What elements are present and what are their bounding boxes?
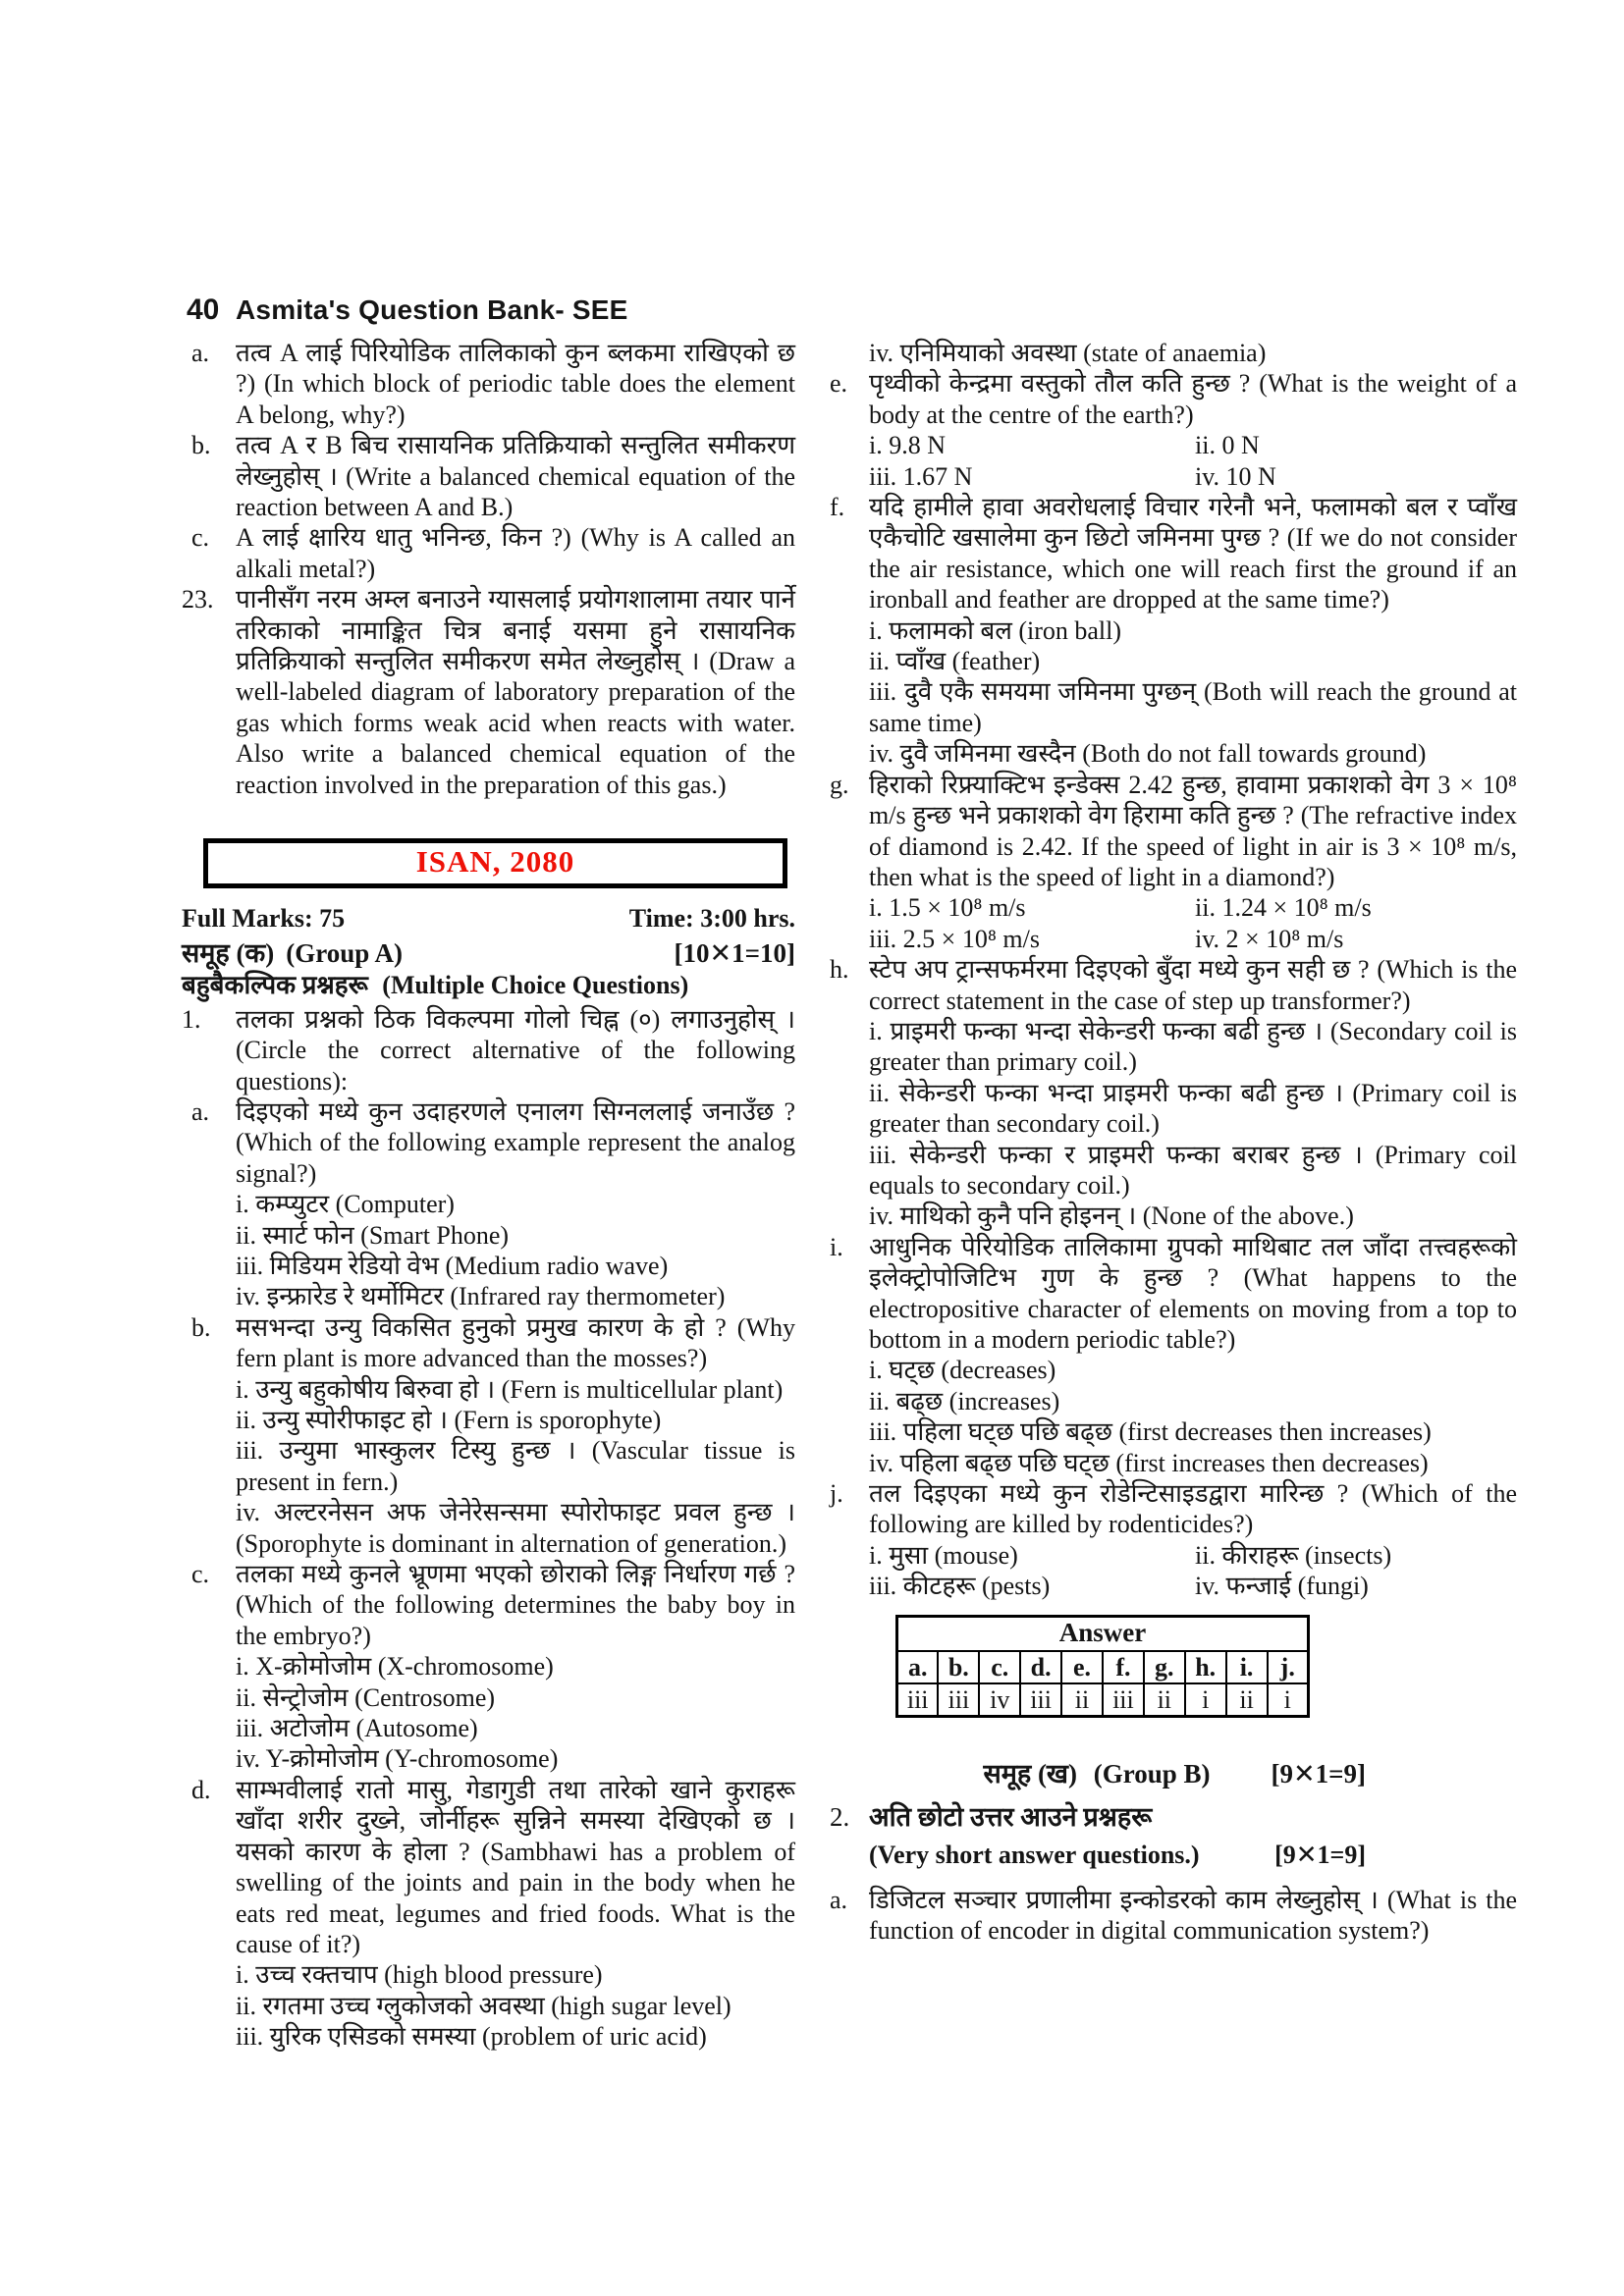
option-item: ii. 1.24 × 10⁸ m/s bbox=[1195, 893, 1372, 923]
question-label: a. bbox=[191, 1096, 210, 1126]
mcq-heading bbox=[182, 970, 795, 1000]
option-item: i. X-क्रोमोजोम (X-chromosome) bbox=[236, 1652, 554, 1682]
question-block bbox=[182, 1312, 795, 1559]
group-b-title-english: (Group B) bbox=[1093, 1759, 1211, 1789]
option-item: iv. 2 × 10⁸ m/s bbox=[1195, 924, 1344, 953]
answer-value: ii bbox=[1061, 1683, 1103, 1717]
question-body bbox=[869, 1478, 1517, 1602]
option-item: ii. रगतमा उच्च ग्लुकोजको अवस्था (high sugar level) bbox=[236, 1991, 731, 2020]
book-title: Asmita's Question Bank- SEE bbox=[236, 294, 628, 325]
question-body bbox=[236, 338, 795, 430]
question-block bbox=[828, 368, 1517, 492]
option-item: iv. पहिला बढ्छ पछि घट्छ (first increases then decreases) bbox=[869, 1448, 1429, 1477]
right-column bbox=[828, 338, 1517, 1947]
option-item: iv. अल्टरनेसन अफ जेनेरेसन्समा स्पोरोफाइट प्रवल हुन्छ । (Sporophyte is dominant in alternation of generation.) bbox=[236, 1498, 795, 1558]
question-text: तलका मध्ये कुनले भ्रूणमा भएको छोराको लिङ्ग निर्धारण गर्छ ? (Which of the following determines the baby boy in the embryo?) bbox=[236, 1560, 795, 1650]
question-2-title-nepali: अति छोटो उत्तर आउने प्रश्नहरू bbox=[869, 1801, 1153, 1832]
question-list-bottom bbox=[828, 1885, 1517, 1947]
option-item: iii. अटोजोम (Autosome) bbox=[236, 1714, 478, 1743]
question-block bbox=[828, 1232, 1517, 1478]
answer-column-label: f. bbox=[1103, 1651, 1144, 1683]
exam-banner bbox=[204, 839, 786, 886]
question-block bbox=[828, 338, 1517, 368]
question-body bbox=[869, 1232, 1517, 1478]
question-label: c. bbox=[191, 523, 210, 553]
answer-value: i bbox=[1185, 1683, 1226, 1717]
answer-table-header-row bbox=[897, 1616, 1309, 1651]
answer-table-label-row bbox=[897, 1651, 1309, 1683]
option-grid bbox=[869, 892, 1517, 954]
option-item: ii. प्वाँख (feather) bbox=[869, 647, 1041, 676]
question-list-top bbox=[182, 338, 795, 800]
question-text: तल दिइएका मध्ये कुन रोडेन्टिसाइडद्वारा मारिन्छ ? (Which of the following are killed by rodenticides?) bbox=[869, 1479, 1517, 1539]
answer-column-label: a. bbox=[897, 1651, 939, 1683]
group-a-heading bbox=[182, 938, 795, 969]
question-block bbox=[182, 338, 795, 430]
question-text: पानीसँग नरम अम्ल बनाउने ग्यासलाई प्रयोगशालामा तयार पार्ने तरिकाको नामाङ्कित चित्र बनाई यसमा हुने रासायनिक प्रतिक्रियाको सन्तुलित समीकरण समेत लेख्नुहोस् । (Draw a well-labeled diagram of laboratory preparation of the gas which forms weak acid when reacts with water. Also write a balanced chemical equation of the reaction involved in the preparation of this gas.) bbox=[236, 585, 795, 799]
answer-column-label: g. bbox=[1144, 1651, 1185, 1683]
question-text: साम्भवीलाई रातो मासु, गेडागुडी तथा तारेको खाने कुराहरू खाँदा शरीर दुख्ने, जोर्नीहरू सुन्निने समस्या देखिएको छ । यसको कारण के होला ? (Sambhawi has a problem of swelling of the joints and pain in the body when he eats red meat, legumes and fried foods. What is the cause of it?) bbox=[236, 1775, 795, 1958]
option-item: ii. सेन्ट्रोजोम (Centrosome) bbox=[236, 1682, 496, 1712]
answer-value: iii bbox=[897, 1683, 939, 1717]
question-label: b. bbox=[191, 1312, 211, 1342]
question-body bbox=[236, 584, 795, 800]
question-block bbox=[828, 954, 1517, 1232]
question-text: पृथ्वीको केन्द्रमा वस्तुको तौल कति हुन्छ ? (What is the weight of a body at the centre of the earth?) bbox=[869, 369, 1517, 429]
option-item: ii. सेकेन्डरी फन्का भन्दा प्राइमरी फन्का बढी हुन्छ । (Primary coil is greater than secondary coil.) bbox=[869, 1078, 1517, 1139]
option-item: i. घट्छ (decreases) bbox=[869, 1356, 1056, 1385]
question-text: A लाई क्षारिय धातु भनिन्छ, किन ?) (Why is A called an alkali metal?) bbox=[236, 523, 795, 583]
question-block bbox=[828, 770, 1517, 954]
question-body bbox=[869, 770, 1517, 954]
question-text: डिजिटल सञ्चार प्रणालीमा इन्कोडरको काम लेख्नुहोस् । (What is the function of encoder in digital communication system?) bbox=[869, 1885, 1517, 1946]
question-body bbox=[236, 1004, 795, 1096]
question-text: तत्व A लाई पिरियोडिक तालिकाको कुन ब्लकमा राखिएको छ ?) (In which block of periodic table does the element A belong, why?) bbox=[236, 339, 795, 429]
option-item: iii. सेकेन्डरी फन्का र प्राइमरी फन्का बराबर हुन्छ । (Primary coil equals to secondary coil.) bbox=[869, 1140, 1517, 1200]
question-body bbox=[869, 338, 1517, 368]
option-item: i. फलामको बल (iron ball) bbox=[869, 615, 1122, 645]
answer-table-value-row bbox=[897, 1683, 1309, 1717]
question-list-right bbox=[828, 338, 1517, 1602]
answer-value: ii bbox=[1144, 1683, 1185, 1717]
answer-column-label: j. bbox=[1268, 1651, 1309, 1683]
answer-value: iii bbox=[938, 1683, 979, 1717]
answer-table-title: Answer bbox=[897, 1616, 1309, 1651]
left-column bbox=[182, 338, 795, 2053]
option-item: ii. स्मार्ट फोन (Smart Phone) bbox=[236, 1220, 510, 1250]
page-header bbox=[187, 294, 628, 327]
option-item: i. उन्यु बहुकोषीय बिरुवा हो । (Fern is multicellular plant) bbox=[236, 1374, 784, 1404]
question-body bbox=[869, 1885, 1517, 1947]
question-2-marks: [9✕1=9] bbox=[1274, 1841, 1366, 1870]
question-body bbox=[236, 522, 795, 584]
question-block bbox=[182, 522, 795, 584]
option-item: iv. माथिको कुनै पनि होइनन् । (None of the above.) bbox=[869, 1201, 1354, 1231]
question-label: b. bbox=[191, 431, 211, 460]
question-label: h. bbox=[830, 955, 849, 985]
option-item: i. 9.8 N bbox=[869, 431, 946, 460]
option-item: i. प्राइमरी फन्का भन्दा सेकेन्डरी फन्का बढी हुन्छ । (Secondary coil is greater than primary coil.) bbox=[869, 1016, 1517, 1077]
question-block bbox=[828, 1478, 1517, 1602]
question-text: तलका प्रश्नको ठिक विकल्पमा गोलो चिह्न (०) लगाउनुहोस् । (Circle the correct alternative of the following questions): bbox=[236, 1004, 795, 1095]
question-body bbox=[236, 1096, 795, 1312]
question-body bbox=[869, 368, 1517, 492]
question-body bbox=[869, 492, 1517, 770]
question-block bbox=[182, 430, 795, 522]
answer-column-label: e. bbox=[1061, 1651, 1103, 1683]
option-item: iv. Y-क्रोमोजोम (Y-chromosome) bbox=[236, 1744, 559, 1774]
option-item: i. 1.5 × 10⁸ m/s bbox=[869, 893, 1026, 923]
option-item: ii. 0 N bbox=[1195, 431, 1260, 460]
question-label: 23. bbox=[182, 585, 214, 614]
option-item: iv. फन्जाई (fungi) bbox=[1195, 1572, 1369, 1601]
question-list-main bbox=[182, 1004, 795, 2053]
very-short-subheading bbox=[828, 1840, 1366, 1870]
question-block bbox=[828, 1885, 1517, 1947]
question-body bbox=[236, 1775, 795, 2053]
option-item: iii. मिडियम रेडियो वेभ (Medium radio wave) bbox=[236, 1251, 669, 1280]
question-label: d. bbox=[191, 1775, 211, 1804]
option-item: iii. 2.5 × 10⁸ m/s bbox=[869, 924, 1040, 953]
group-b-marks: [9✕1=9] bbox=[1271, 1759, 1366, 1789]
question-body bbox=[236, 430, 795, 522]
question-block bbox=[828, 492, 1517, 770]
option-item: iii. युरिक एसिडको समस्या (problem of uric acid) bbox=[236, 2022, 707, 2052]
option-item: iii. दुवै एकै समयमा जमिनमा पुग्छन् (Both will reach the ground at same time) bbox=[869, 677, 1517, 737]
option-item: i. उच्च रक्तचाप (high blood pressure) bbox=[236, 1960, 603, 1990]
option-item: iv. दुवै जमिनमा खस्दैन (Both do not fall towards ground) bbox=[869, 739, 1427, 769]
answer-column-label: b. bbox=[938, 1651, 979, 1683]
group-b-title-nepali: समूह (ख) bbox=[983, 1759, 1078, 1789]
option-item: i. कम्प्युटर (Computer) bbox=[236, 1190, 455, 1219]
answer-value: iii bbox=[1103, 1683, 1144, 1717]
question-label: a. bbox=[191, 339, 210, 367]
option-item: iv. 10 N bbox=[1195, 461, 1276, 491]
question-text: स्टेप अप ट्रान्सफर्मरमा दिइएको बुँदा मध्ये कुन सही छ ? (Which is the correct statement in the case of step up transformer?) bbox=[869, 955, 1517, 1015]
question-body bbox=[869, 954, 1517, 1232]
question-block bbox=[182, 1559, 795, 1775]
question-label: f. bbox=[830, 493, 845, 522]
question-label: i. bbox=[830, 1232, 843, 1261]
option-item: iii. पहिला घट्छ पछि बढ्छ (first decreases then increases) bbox=[869, 1417, 1432, 1447]
answer-value: ii bbox=[1226, 1683, 1268, 1717]
group-a-marks: [10✕1=10] bbox=[674, 937, 795, 968]
question-2-heading bbox=[828, 1802, 1517, 1833]
group-a-title-english: (Group A) bbox=[286, 937, 403, 968]
answer-column-label: h. bbox=[1185, 1651, 1226, 1683]
question-label: 2. bbox=[830, 1801, 850, 1832]
question-body bbox=[236, 1559, 795, 1775]
question-text: iv. एनिमियाको अवस्था (state of anaemia) bbox=[869, 339, 1267, 367]
answer-value: iii bbox=[1020, 1683, 1061, 1717]
question-block bbox=[182, 1775, 795, 2053]
time-label: Time: 3:00 hrs. bbox=[628, 903, 795, 933]
marks-row bbox=[182, 903, 795, 934]
question-label: a. bbox=[830, 1885, 848, 1914]
full-marks-label: Full Marks: 75 bbox=[182, 903, 346, 933]
page-number: 40 bbox=[187, 294, 220, 326]
group-b-heading bbox=[828, 1759, 1366, 1789]
very-short-label: (Very short answer questions.) bbox=[869, 1841, 1200, 1870]
answer-column-label: d. bbox=[1020, 1651, 1061, 1683]
mcq-heading-english: (Multiple Choice Questions) bbox=[382, 971, 689, 1000]
option-item: iii. 1.67 N bbox=[869, 461, 973, 491]
mcq-heading-nepali: बहुबैकल्पिक प्रश्नहरू bbox=[182, 971, 368, 1000]
answer-column-label: i. bbox=[1226, 1651, 1268, 1683]
answer-table bbox=[895, 1615, 1310, 1719]
question-text: तत्व A र B बिच रासायनिक प्रतिक्रियाको सन्तुलित समीकरण लेख्नुहोस् । (Write a balanced chemical equation of the reaction between A and B.) bbox=[236, 431, 795, 522]
question-label: j. bbox=[830, 1479, 843, 1509]
question-label: g. bbox=[830, 770, 849, 799]
option-item: iii. उन्युमा भास्कुलर टिस्यु हुन्छ । (Vascular tissue is present in fern.) bbox=[236, 1436, 795, 1496]
answer-column-label: c. bbox=[979, 1651, 1020, 1683]
question-block bbox=[182, 1004, 795, 1096]
question-text: आधुनिक पेरियोडिक तालिकामा ग्रुपको माथिबाट तल जाँदा तत्त्वहरूको इलेक्ट्रोपोजिटिभ गुण के हुन्छ ? (What happens to the electropositive character of elements on moving from a top to bottom in a modern periodic table?) bbox=[869, 1232, 1517, 1354]
option-item: iii. कीटहरू (pests) bbox=[869, 1572, 1051, 1601]
question-text: हिराको रिफ्र्याक्टिभ इन्डेक्स 2.42 हुन्छ, हावामा प्रकाशको वेग 3 × 10⁸ m/s हुन्छ भने प्रकाशको वेग हिरामा कति हुन्छ ? (The refractive index of diamond is 2.42. If the speed of light in air is 3 × 10⁸ m/s, then what is the speed of light in a diamond?) bbox=[869, 770, 1517, 891]
option-item: ii. उन्यु स्पोरीफाइट हो । (Fern is sporophyte) bbox=[236, 1406, 662, 1434]
question-text: मसभन्दा उन्यु विकसित हुनुको प्रमुख कारण के हो ? (Why fern plant is more advanced than the mosses?) bbox=[236, 1312, 795, 1373]
question-label: c. bbox=[191, 1560, 210, 1589]
option-item: iv. इन्फ्रारेड रे थर्मोमिटर (Infrared ray thermometer) bbox=[236, 1282, 726, 1311]
question-text: दिइएको मध्ये कुन उदाहरणले एनालग सिग्नललाई जनाउँछ ? (Which of the following example represent the analog signal?) bbox=[236, 1096, 795, 1188]
option-item: ii. कीराहरू (insects) bbox=[1195, 1540, 1392, 1570]
question-body bbox=[236, 1312, 795, 1559]
option-item: i. मुसा (mouse) bbox=[869, 1540, 1018, 1570]
option-grid bbox=[869, 1540, 1517, 1602]
question-label: 1. bbox=[182, 1004, 201, 1034]
option-item: ii. बढ्छ (increases) bbox=[869, 1386, 1060, 1415]
question-block bbox=[182, 1096, 795, 1312]
exam-banner-label: ISAN, 2080 bbox=[415, 844, 575, 880]
option-grid bbox=[869, 430, 1517, 492]
answer-value: i bbox=[1268, 1683, 1309, 1717]
answer-value: iv bbox=[979, 1683, 1020, 1717]
question-block bbox=[182, 584, 795, 800]
group-a-title-nepali: समूह (क) bbox=[182, 937, 275, 968]
question-label: e. bbox=[830, 369, 848, 399]
question-text: यदि हामीले हावा अवरोधलाई विचार गरेनौ भने, फलामको बल र प्वाँख एकैचोटि खसालेमा कुन छिटो जमिनमा पुग्छ ? (If we do not consider the air resistance, which one will reach first the ground if an ironball and feather are dropped at the same time?) bbox=[869, 493, 1517, 614]
